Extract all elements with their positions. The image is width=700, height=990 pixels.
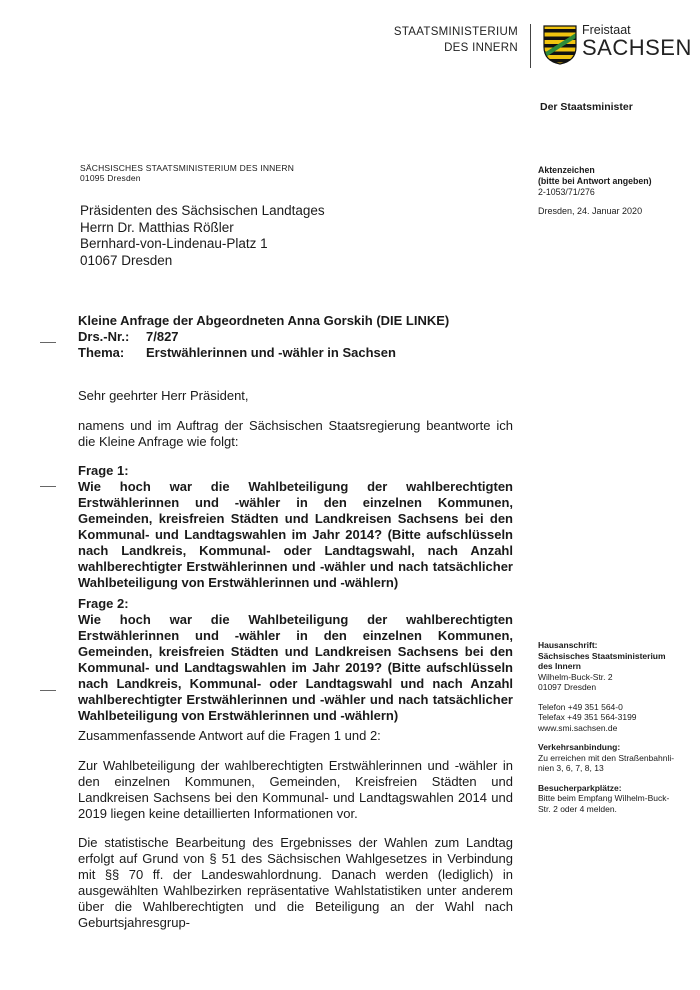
parking-line-1: Bitte beim Empfang Wilhelm-Buck- (538, 793, 670, 803)
address-org-2: des Innern (538, 661, 581, 671)
margin-mark (40, 690, 56, 691)
state-name-line-1: Freistaat (582, 23, 631, 37)
ministry-line-2: DES INNERN (444, 42, 518, 54)
answer-paragraph-2: Die statistische Bearbeitung des Ergebnisses der Wahlen zum Landtag erfolgt auf Grund von § 51 des Sächsischen Wahlgesetzes in Verbindung mit §§ 70 ff. der Landeswahlordnung. Danach werden (lediglich) in ausgewählten Wahlbezirken repräsentative Wahlstatistiken unter anderem über die Wahlberechtigten und die Beteiligung an der Wahl nach Geburtsjahresgrup- (78, 835, 513, 930)
state-name-line-2: SACHSEN (582, 35, 692, 60)
minister-title: Der Staatsminister (540, 101, 633, 113)
answer-paragraph-1: Zur Wahlbeteiligung der wahlberechtigten Erstwählerinnen und -wähler in den einzelnen Kommunen, Gemeinden, Kreisfreien Städten und Landkreisen Sachsens bei den Kommunal- und Landtagswahlen 2014 und 2019 liegen keine detaillierten Informationen vor. (78, 758, 513, 821)
ministry-line-1: STAATSMINISTERIUM (393, 26, 518, 38)
drs-label: Drs.-Nr.: (78, 329, 130, 344)
header-divider (530, 24, 531, 68)
sender-line-2: 01095 Dresden (80, 173, 141, 183)
question-2-title: Frage 2: (78, 596, 129, 611)
topic-label: Thema: (78, 345, 125, 360)
address-city: 01097 Dresden (538, 682, 597, 692)
state-name (582, 24, 692, 59)
parking-label: Besucherparkplätze: (538, 782, 622, 793)
question-2-text: Wie hoch war die Wahlbeteiligung der wahlberechtigten Erstwählerinnen und -wähler in den einzelnen Kommunen, Gemeinden, kreisfreien Städten und Landkreisen Sachsens bei den Kommunal- und Landtagswahlen im Jahr 2019? (Bitte aufschlüsseln nach Landkreis, Kommunal- oder Landtagswahl und nach Anzahl wahlberechtigter Erstwählerinnen und -wähler und nach tatsächlicher Wahlbeteiligung von Erstwählerinnen und -wählern) (78, 612, 513, 723)
question-1 (78, 463, 513, 591)
recipient-line-3: Bernhard-von-Lindenau-Platz 1 (80, 236, 268, 251)
reference-label: Aktenzeichen (538, 165, 595, 175)
topic-value: Erstwählerinnen und -wähler in Sachsen (146, 345, 396, 360)
recipient-line-4: 01067 Dresden (80, 252, 173, 268)
sender-line-1: SÄCHSISCHES STAATSMINISTERIUM DES INNERN (80, 163, 295, 173)
question-2 (78, 596, 513, 724)
salutation: Sehr geehrter Herr Präsident, (78, 388, 249, 403)
website: www.smi.sachsen.de (538, 722, 618, 733)
fax: Telefax +49 351 564-3199 (538, 712, 637, 722)
recipient-line-1: Präsidenten des Sächsischen Landtages (80, 203, 325, 218)
address-street: Wilhelm-Buck-Str. 2 (538, 671, 613, 682)
question-1-text: Wie hoch war die Wahlbeteiligung der wahlberechtigten Erstwählerinnen und -wähler in den einzelnen Kommunen, Gemeinden, kreisfreien Städten und Landkreisen Sachsens bei den Kommunal- und Landtagswahlen im Jahr 2014? (Bitte aufschlüsseln nach Landkreis, Kommunal- oder Landtagswahl, nach Anzahl wahlberechtigter Erstwählerinnen und -wähler und nach tatsächlicher Wahlbeteiligung von Erstwählerinnen und -wählern) (78, 479, 513, 590)
summary-heading: Zusammenfassende Antwort auf die Fragen 1 und 2: (78, 728, 381, 743)
reference-block (538, 165, 652, 198)
subject-title: Kleine Anfrage der Abgeordneten Anna Gorskih (DIE LINKE) (78, 313, 450, 328)
question-1-title: Frage 1: (78, 463, 129, 478)
side-info-column (538, 640, 690, 814)
address-label: Hausanschrift: (538, 640, 598, 650)
transport-label: Verkehrsanbindung: (538, 742, 621, 752)
reference-hint: (bitte bei Antwort angeben) (538, 176, 652, 186)
address-org-1: Sächsisches Staatsministerium (538, 650, 666, 661)
ministry-name (380, 24, 518, 56)
subject-block (78, 313, 449, 361)
letter-date: Dresden, 24. Januar 2020 (538, 206, 643, 216)
phone: Telefon +49 351 564-0 (538, 701, 623, 712)
recipient-line-2: Herrn Dr. Matthias Rößler (80, 219, 234, 235)
recipient-address (80, 203, 325, 269)
margin-mark (40, 342, 56, 343)
transport-line-2: nien 3, 6, 7, 8, 13 (538, 763, 604, 773)
transport-line-1: Zu erreichen mit den Straßenbahnli- (538, 752, 675, 763)
intro-paragraph: namens und im Auftrag der Sächsischen Staatsregierung beantworte ich die Kleine Anfrage wie folgt: (78, 418, 513, 449)
drs-value: 7/827 (146, 329, 179, 344)
parking-line-2: Str. 2 oder 4 melden. (538, 803, 617, 814)
reference-number: 2-1053/71/276 (538, 187, 595, 197)
margin-mark (40, 486, 56, 487)
saxony-coat-of-arms-icon (543, 25, 577, 65)
sender-return-address (80, 163, 294, 183)
